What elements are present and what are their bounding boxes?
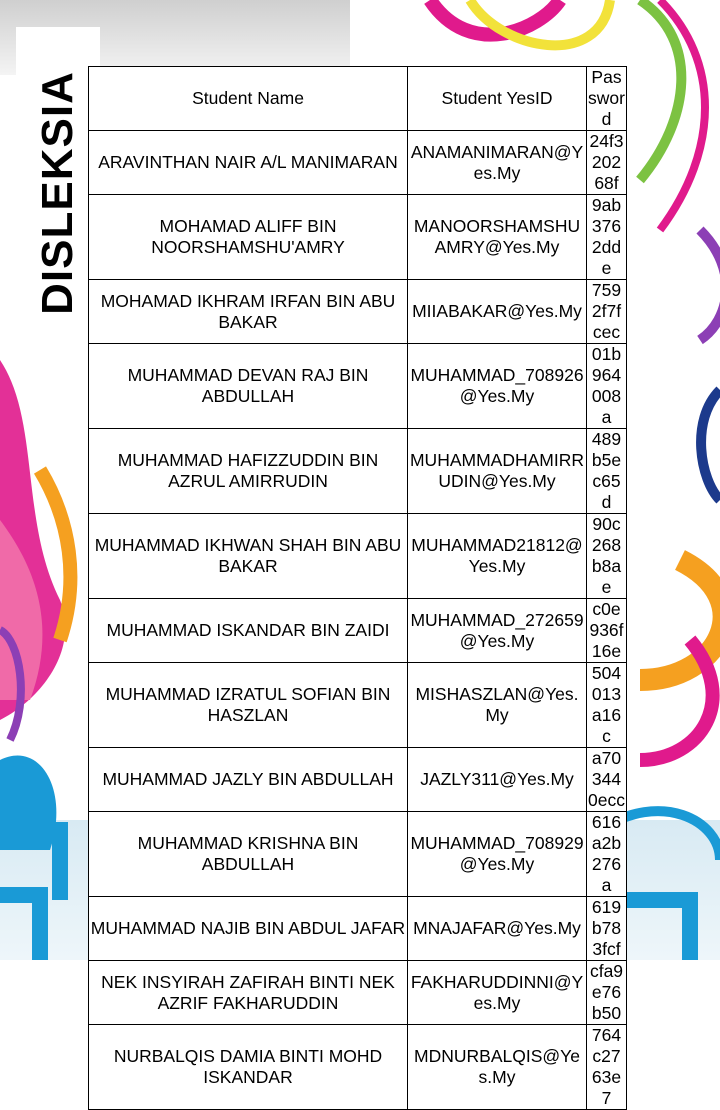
cell-student-name: MUHAMMAD IKHWAN SHAH BIN ABU BAKAR [89,514,408,599]
cell-student-yesid: FAKHARUDDINNI@Yes.My [408,961,587,1025]
table-header-row [89,67,627,131]
cell-student-yesid: JAZLY311@Yes.My [408,748,587,812]
table-row [89,663,627,748]
cell-student-yesid: MISHASZLAN@Yes.My [408,663,587,748]
cell-student-yesid: MUHAMMAD_708929@Yes.My [408,812,587,897]
cell-password: a703440ecc [588,748,625,810]
header-student-yesid: Student YesID [408,67,587,131]
side-label-title: DISLEKSIA [33,71,82,315]
table-row [89,812,627,897]
table-row [89,599,627,663]
table-row [89,897,627,961]
cell-password: 01b964008a [587,344,627,429]
cell-password: 619b783fcf [587,897,627,961]
cell-student-name: MUHAMMAD IZRATUL SOFIAN BIN HASZLAN [89,663,408,748]
cell-student-name: NURBALQIS DAMIA BINTI MOHD ISKANDAR [89,1025,408,1110]
table-row [89,344,627,429]
cell-password: 504013a16c [587,663,627,748]
cell-student-yesid: MUHAMMAD_272659@Yes.My [408,599,587,663]
cell-student-name: MUHAMMAD NAJIB BIN ABDUL JAFAR [89,897,408,961]
cell-student-yesid: MDNURBALQIS@Yes.My [408,1025,587,1110]
table-row [89,280,627,344]
cell-student-name: MUHAMMAD ISKANDAR BIN ZAIDI [89,599,408,663]
cell-password: 489b5ec65d [587,429,627,514]
cell-student-yesid: ANAMANIMARAN@Yes.My [408,131,587,195]
cell-student-yesid: MANOORSHAMSHUAMRY@Yes.My [408,195,587,280]
table-row [89,1025,627,1110]
cell-student-yesid: MNAJAFAR@Yes.My [408,897,587,961]
table-row [89,961,627,1025]
cell-student-name: MUHAMMAD KRISHNA BIN ABDULLAH [89,812,408,897]
cell-password: 616a2b276a [587,812,627,897]
cell-password: 24f320268f [587,131,627,195]
student-table [88,66,627,1110]
cell-student-name: NEK INSYIRAH ZAFIRAH BINTI NEK AZRIF FAKHARUDDIN [89,961,408,1025]
cell-student-name: MUHAMMAD DEVAN RAJ BIN ABDULLAH [89,344,408,429]
cell-student-name: ARAVINTHAN NAIR A/L MANIMARAN [89,131,408,195]
header-password: Password [588,67,625,129]
cell-password: 90c268b8ae [587,514,627,599]
table-row [89,748,627,812]
cell-password: cfa9e76b50 [587,961,627,1025]
cell-student-yesid: MIIABAKAR@Yes.My [408,280,587,344]
cell-student-yesid: MUHAMMAD_708926@Yes.My [408,344,587,429]
cell-password: 764c2763e7 [587,1025,627,1110]
cell-password: c0e936f16e [587,599,627,663]
cell-student-name: MUHAMMAD HAFIZZUDDIN BIN AZRUL AMIRRUDIN [89,429,408,514]
cell-student-name: MOHAMAD ALIFF BIN NOORSHAMSHU'AMRY [89,195,408,280]
table-row [89,131,627,195]
table-row [89,429,627,514]
cell-student-yesid: MUHAMMADHAMIRRUDIN@Yes.My [408,429,587,514]
cell-password: 9ab3762dde [587,195,627,280]
cell-password: 7592f7fcec [587,280,627,344]
table-row [89,195,627,280]
cell-student-name: MOHAMAD IKHRAM IRFAN BIN ABU BAKAR [89,280,408,344]
table-row [89,514,627,599]
cell-student-yesid: MUHAMMAD21812@Yes.My [408,514,587,599]
header-student-name: Student Name [89,67,408,131]
cell-student-name: MUHAMMAD JAZLY BIN ABDULLAH [89,748,408,812]
